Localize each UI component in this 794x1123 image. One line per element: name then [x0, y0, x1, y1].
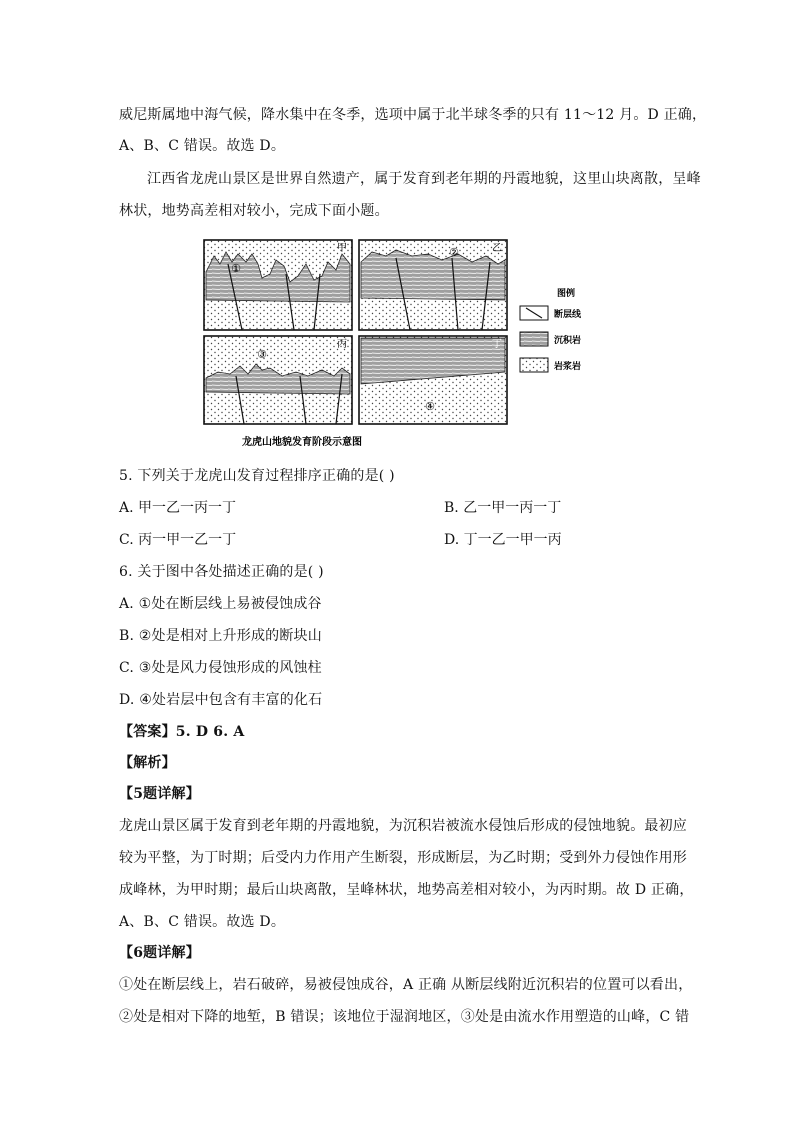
analysis-title: 【解析】: [119, 755, 176, 771]
legend-magma-label: 岩浆岩: [554, 362, 582, 372]
paragraph-line: 较为平整，为丁时期；后受内力作用产生断裂，形成断层，为乙时期；受到外力侵蚀作用形: [119, 850, 687, 866]
panel-label: 丙: [337, 339, 347, 350]
paragraph-line: 成峰林，为甲时期；最后山块离散，呈峰林状，地势高差相对较小，为丙时期。故 D 正确，: [119, 882, 694, 898]
q5-option-d: D. 丁一乙一甲一丙: [444, 532, 562, 548]
paragraph-line: 龙虎山景区属于发育到老年期的丹霞地貌，为沉积岩被流水侵蚀后形成的侵蚀地貌。最初应: [119, 818, 687, 834]
marker-1: ①: [231, 262, 241, 275]
detail-6-title: 【6题详解】: [119, 945, 200, 961]
paragraph-line: 威尼斯属地中海气候，降水集中在冬季，选项中属于北半球冬季的只有 11～12 月。D 正确，: [119, 107, 707, 123]
panel-label: 丁: [492, 339, 502, 350]
legend: [520, 287, 582, 372]
panel-label: 甲: [337, 243, 347, 254]
q5-option-a: A. 甲一乙一丙一丁: [119, 500, 237, 516]
landform-figure: [196, 234, 648, 452]
marker-3: ③: [257, 348, 267, 361]
q6-option-c: C. ③处是风力侵蚀形成的风蚀柱: [119, 660, 322, 676]
question-6-stem: 6. 关于图中各处描述正确的是( ): [119, 564, 324, 580]
panel-yi: [359, 240, 507, 330]
paragraph-line: ①处在断层线上，岩石破碎，易被侵蚀成谷，A 正确 从断层线附近沉积岩的位置可以看出，: [119, 977, 693, 993]
q6-option-b: B. ②处是相对上升形成的断块山: [119, 628, 322, 644]
legend-title: 图例: [556, 289, 576, 299]
panel-bing: [204, 336, 352, 424]
answer-line: 【答案】5. D 6. A: [119, 724, 245, 740]
detail-5-title: 【5题详解】: [119, 786, 200, 802]
paragraph-line: A、B、C 错误。故选 D。: [119, 914, 286, 930]
q6-option-a: A. ①处在断层线上易被侵蚀成谷: [119, 596, 322, 612]
marker-2: ②: [449, 246, 459, 259]
legend-fault-label: 断层线: [554, 310, 582, 320]
q5-option-c: C. 丙一甲一乙一丁: [119, 532, 237, 548]
q6-option-d: D. ④处岩层中包含有丰富的化石: [119, 692, 323, 708]
paragraph-line: 江西省龙虎山景区是世界自然遗产，属于发育到老年期的丹霞地貌，这里山块离散，呈峰: [147, 171, 701, 187]
panel-ding: [359, 336, 507, 424]
legend-sediment-label: 沉积岩: [554, 336, 582, 346]
paragraph-line: ②处是相对下降的地堑，B 错误；该地位于湿润地区，③处是由流水作用塑造的山峰，C 错: [119, 1009, 690, 1025]
q5-option-b: B. 乙一甲一丙一丁: [444, 500, 562, 516]
figure-caption: 龙虎山地貌发育阶段示意图: [242, 437, 362, 448]
marker-4: ④: [425, 400, 435, 413]
panel-jia: [204, 240, 352, 330]
paragraph-line: A、B、C 错误。故选 D。: [119, 138, 286, 154]
question-5-stem: 5. 下列关于龙虎山发育过程排序正确的是( ): [119, 468, 395, 484]
paragraph-line: 林状，地势高差相对较小，完成下面小题。: [119, 203, 389, 219]
panel-label: 乙: [492, 243, 502, 254]
